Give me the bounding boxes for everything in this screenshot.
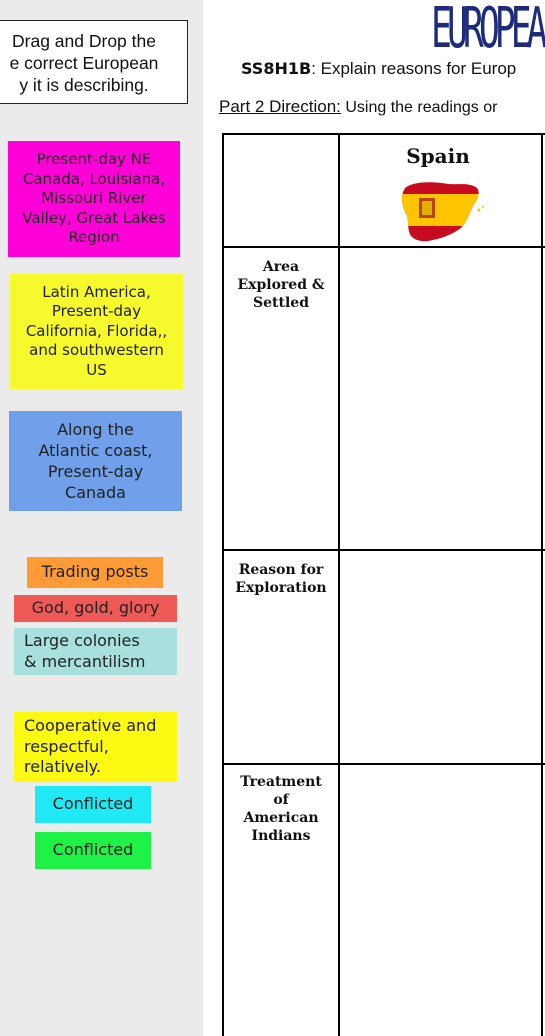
drag-card-conflicted-2[interactable]: Conflicted <box>35 832 151 869</box>
drag-card-cooperative[interactable]: Cooperative and respectful, relatively. <box>14 712 177 782</box>
direction-text: Using the readings or <box>340 99 498 116</box>
column-header-spain: Spain <box>406 144 470 168</box>
table-divider-column-2 <box>541 133 543 1036</box>
drag-card-trading-posts[interactable]: Trading posts <box>27 557 163 588</box>
standard-line <box>241 59 516 79</box>
row-header-treatment-american-indians: Treatment of American Indians <box>240 774 322 844</box>
drag-card-god-gold-glory[interactable]: God, gold, glory <box>14 595 177 622</box>
sidebar <box>0 0 203 1036</box>
page-title: EUROPEA <box>431 0 543 61</box>
drag-card-conflicted-1[interactable]: Conflicted <box>35 786 151 823</box>
drop-cell-spain-treatment[interactable] <box>340 765 541 1036</box>
spain-flag-map-icon <box>397 176 487 244</box>
row-header-area-explored: Area Explored & Settled <box>237 259 325 311</box>
table-border-top <box>222 133 545 135</box>
drag-card-large-colonies[interactable]: Large colonies & mercantilism <box>14 628 177 675</box>
instruction-box: Drag and Drop the e correct European y it is describing. <box>0 20 188 104</box>
standard-text: : Explain reasons for Europ <box>311 59 517 78</box>
row-header-reason-exploration: Reason for Exploration <box>235 562 327 596</box>
drop-cell-spain-reason[interactable] <box>340 551 541 763</box>
direction-label: Part 2 Direction: <box>219 97 341 116</box>
standard-code: SS8H1B <box>241 59 312 78</box>
drag-card-atlantic-coast[interactable]: Along the Atlantic coast, Present-day Canada <box>9 411 182 511</box>
worksheet-page <box>203 0 545 1036</box>
drag-card-latin-america[interactable]: Latin America, Present-day California, Florida,, and southwestern US <box>10 274 183 389</box>
drop-cell-spain-area[interactable] <box>340 248 541 549</box>
table-border-left <box>222 133 224 1036</box>
drag-card-present-day-ne-canada[interactable]: Present-day NE Canada, Louisiana, Missouri River Valley, Great Lakes Region <box>8 141 180 257</box>
direction-line <box>219 97 497 117</box>
